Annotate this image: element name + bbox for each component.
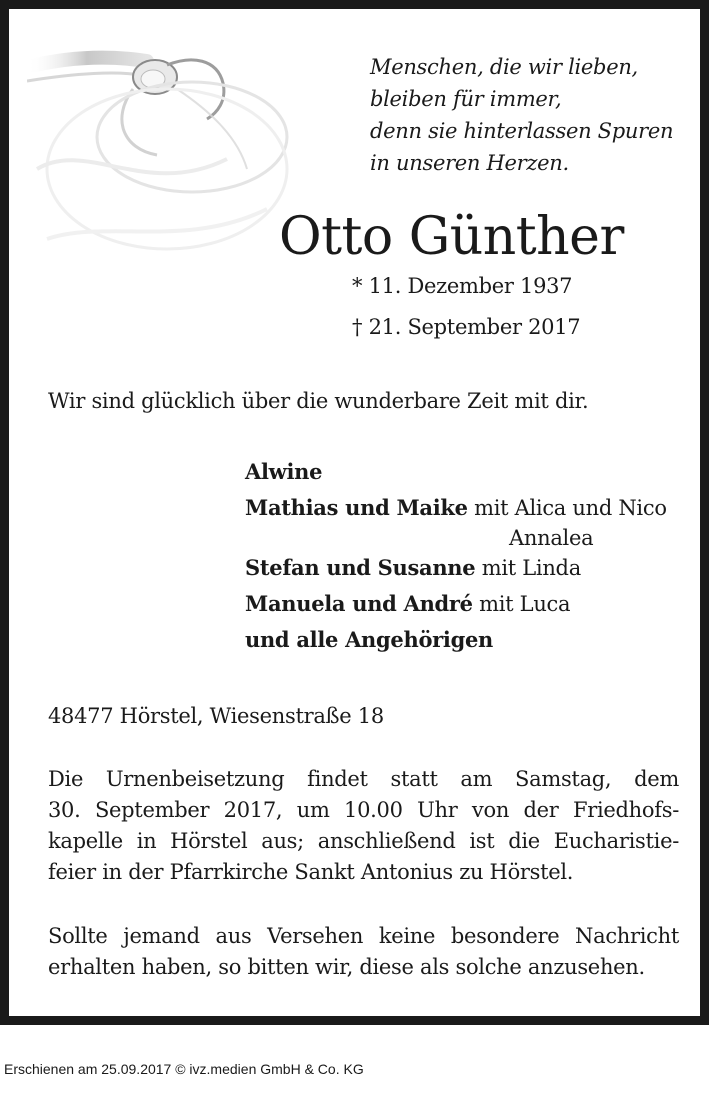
funeral-line: feier in der Pfarrkirche Sankt Antonius zu Hörstel. [48, 860, 574, 884]
memorial-quote [370, 51, 700, 179]
mourner-name: Stefan und Susanne [245, 555, 476, 580]
mourner-entry [245, 457, 667, 493]
calla-lily-icon [27, 49, 289, 279]
quote-line: in unseren Herzen. [370, 151, 569, 175]
mourner-name: Alwine [245, 459, 323, 484]
mourners-list [245, 457, 667, 661]
mourner-children: mit Alica und Nico [467, 496, 667, 520]
quote-line: denn sie hinterlassen Spuren [370, 119, 674, 143]
mourner-name: und alle Angehörigen [245, 627, 493, 652]
mourner-children-continued: Annalea [509, 526, 594, 550]
mourner-entry [245, 553, 667, 589]
publication-footer: Erschienen am 25.09.2017 © ivz.medien GmbH & Co. KG [4, 1061, 364, 1077]
notice-line: erhalten haben, so bitten wir, diese als solche anzusehen. [48, 955, 645, 979]
mourner-name: Mathias und Maike [245, 495, 468, 520]
mourner-entry [245, 625, 667, 661]
intro-text: Wir sind glücklich über die wunderbare Zeit mit dir. [48, 389, 589, 413]
deceased-name: Otto Günther [279, 207, 624, 267]
notice-line: Sollte jemand aus Versehen keine besondere Nachricht [48, 924, 679, 948]
funeral-line: kapelle in Hörstel aus; anschließend ist die Eucharistie- [48, 829, 679, 853]
funeral-line: 30. September 2017, um 10.00 Uhr von der Friedhofs- [48, 798, 679, 822]
death-date: † 21. September 2017 [352, 315, 581, 339]
birth-date: * 11. Dezember 1937 [352, 274, 573, 298]
quote-line: bleiben für immer, [370, 87, 562, 111]
mourner-entry [245, 589, 667, 625]
mourner-children: mit Linda [475, 556, 581, 580]
mourner-name: Manuela und André [245, 591, 473, 616]
notice-text [48, 921, 679, 983]
funeral-line: Die Urnenbeisetzung findet statt am Samstag, dem [48, 767, 679, 791]
funeral-details [48, 764, 679, 888]
mourner-children: mit Luca [472, 592, 571, 616]
quote-line: Menschen, die wir lieben, [370, 55, 638, 79]
family-address: 48477 Hörstel, Wiesenstraße 18 [48, 704, 384, 728]
